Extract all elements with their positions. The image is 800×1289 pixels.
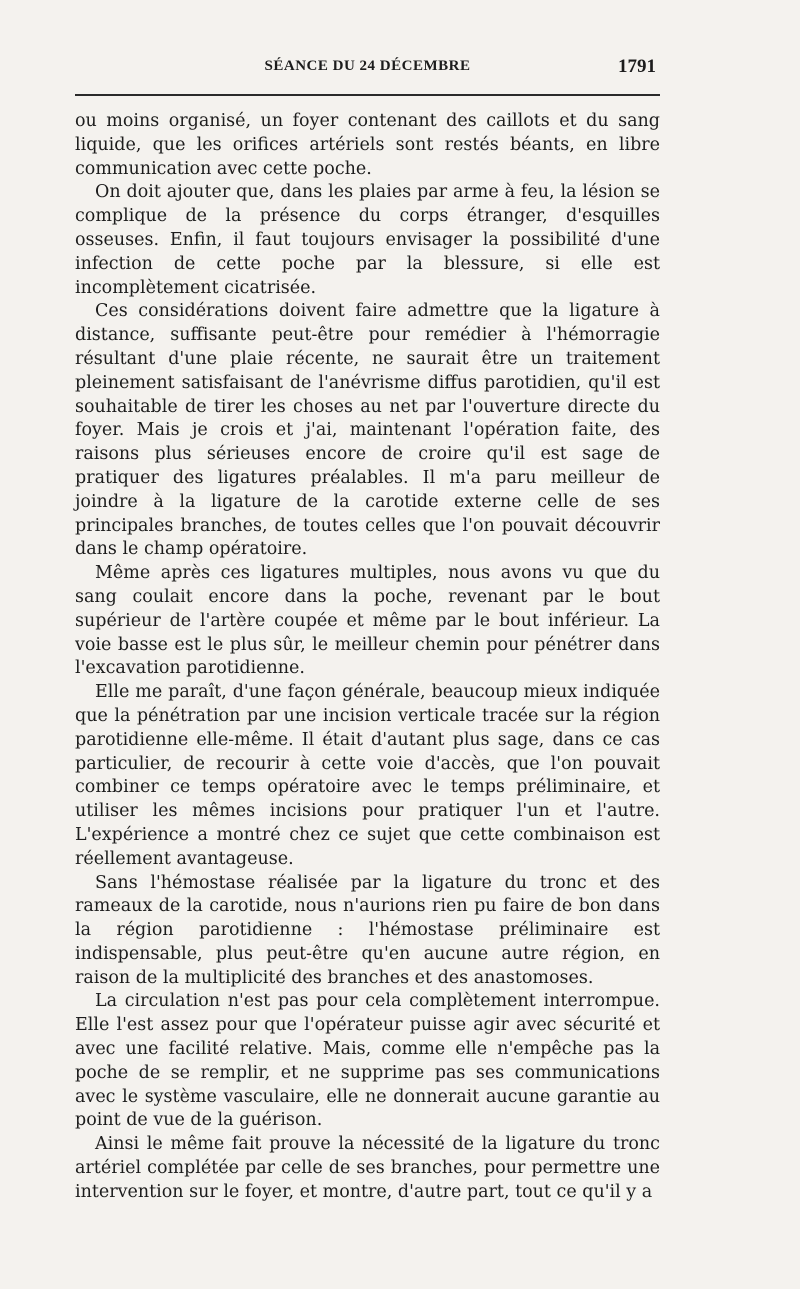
header-rule	[75, 94, 660, 96]
body-text	[75, 110, 660, 1205]
paragraph-4: Même après ces ligatures multiples, nous avons vu que du sang coulait encore dans la poche, revenant par le bout supérieur de l'artère coupée et même par le bout inférieur. La voie basse est le plus sûr, le meilleur chemin pour pénétrer dans l'excavation parotidienne.	[75, 563, 660, 679]
paragraph-3: Ces considérations doivent faire admettre que la ligature à distance, suffisante peut-être pour remédier à l'hémorragie résultant d'une plaie récente, ne saurait être un traitement pleinement satisfaisant de l'anévrisme diffus parotidien, qu'il est souhaitable de tirer les choses au net par l'ouverture directe du foyer. Mais je crois et j'ai, maintenant l'opération faite, des raisons plus sérieuses encore de croire qu'il est sage de pratiquer des ligatures préalables. Il m'a paru meilleur de joindre à la ligature de la carotide externe celle de ses principales branches, de toutes celles que l'on pouvait découvrir dans le champ opératoire.	[75, 301, 660, 560]
paragraph-8: Ainsi le même fait prouve la nécessité de la ligature du tronc artériel complétée par celle de ses branches, pour permettre une intervention sur le foyer, et montre, d'autre part, tout ce qu'il y a	[75, 1134, 660, 1202]
running-head	[75, 56, 660, 84]
paragraph-5: Elle me paraît, d'une façon générale, beaucoup mieux indiquée que la pénétration par une incision verticale tracée sur la région parotidienne elle-même. Il était d'autant plus sage, dans ce cas particulier, de recourir à cette voie d'accès, que l'on pouvait combiner ce temps opératoire avec le temps préliminaire, et utiliser les mêmes incisions pour pratiquer l'un et l'autre. L'expérience a montré chez ce sujet que cette combinaison est réellement avantageuse.	[75, 682, 660, 869]
paragraph-1: ou moins organisé, un foyer contenant des caillots et du sang liquide, que les orifices artériels sont restés béants, en libre communication avec cette poche.	[75, 111, 660, 179]
running-title: SÉANCE DU 24 DÉCEMBRE	[264, 58, 471, 74]
paragraph-6: Sans l'hémostase réalisée par la ligature du tronc et des rameaux de la carotide, nous n'aurions rien pu faire de bon dans la région parotidienne : l'hémostase préliminaire est indispensable, plus peut-être qu'en aucune autre région, en raison de la multiplicité des branches et des anastomoses.	[75, 872, 660, 988]
page-number: 1791	[618, 56, 656, 77]
paragraph-2: On doit ajouter que, dans les plaies par arme à feu, la lésion se complique de la présence du corps étranger, d'esquilles osseuses. Enfin, il faut toujours envisager la possibilité d'une infection de cette poche par la blessure, si elle est incomplètement cicatrisée.	[75, 182, 660, 298]
paragraph-7: La circulation n'est pas pour cela complètement interrompue. Elle l'est assez pour que l'opérateur puisse agir avec sécurité et avec une facilité relative. Mais, comme elle n'empêche pas la poche de se remplir, et ne supprime pas ses communications avec le système vasculaire, elle ne donnerait aucune garantie au point de vue de la guérison.	[75, 991, 660, 1131]
